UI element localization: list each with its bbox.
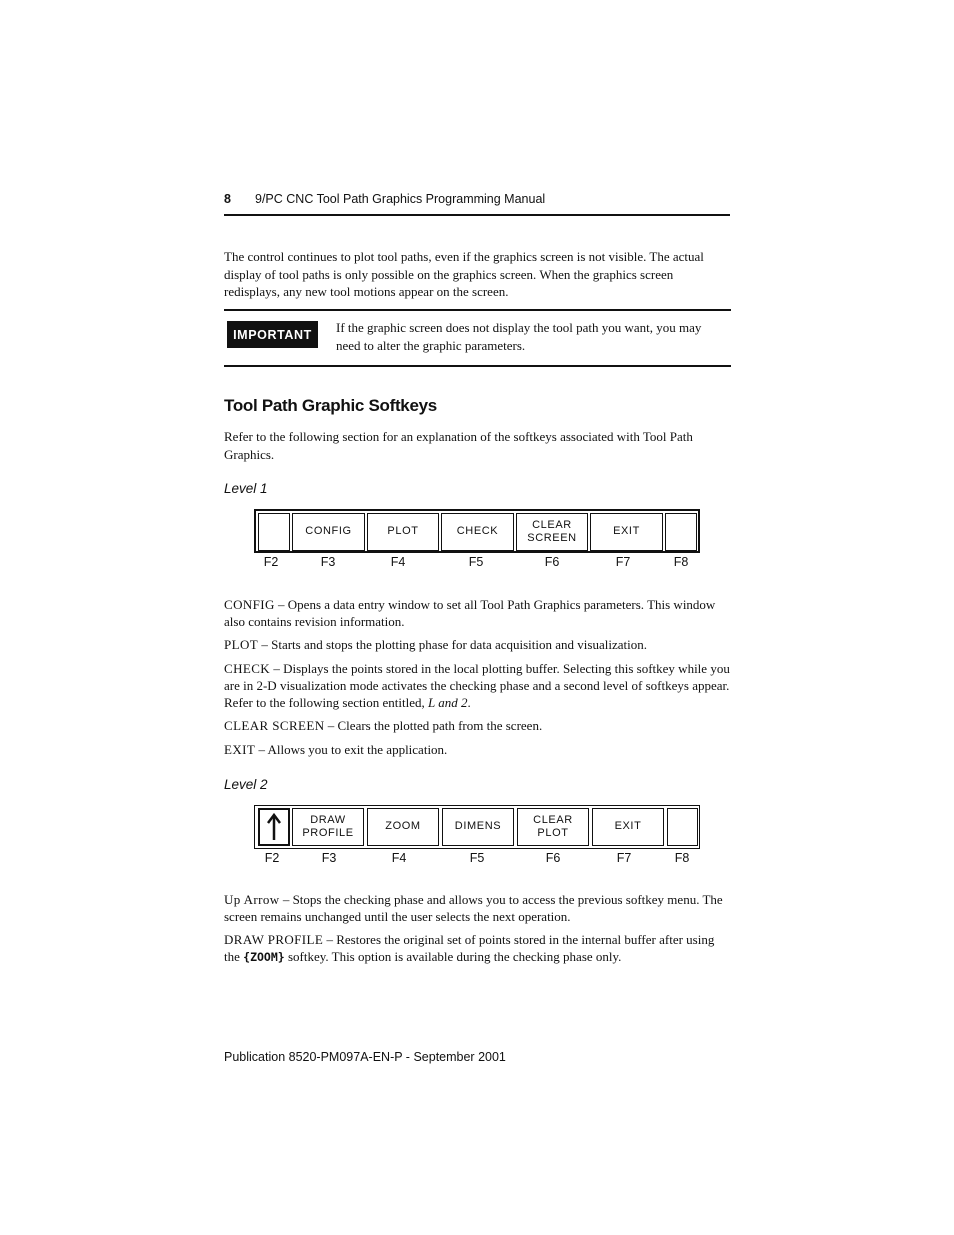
fkey-label: F3	[321, 851, 337, 865]
desc-text: Allows you to exit the application.	[267, 742, 448, 757]
softkey-zoom[interactable]: ZOOM	[367, 808, 439, 846]
desc-term: EXIT	[224, 742, 256, 757]
level1-label: Level 1	[224, 481, 268, 496]
desc-draw-profile	[224, 931, 730, 966]
desc-text: Displays the points stored in the local plotting buffer. Selecting this softkey while you are in 2-D visualization mode activates the checking phase and a second level of softkeys appear. Refer to the following section entitled,	[224, 661, 730, 710]
desc-text: Stops the checking phase and allows you to access the previous softkey menu. The screen remains unchanged until the user selects the next operation.	[224, 892, 723, 924]
fkey-label: F8	[674, 851, 690, 865]
desc-up-arrow	[224, 891, 730, 925]
softkey-f8-blank[interactable]	[665, 513, 697, 551]
fkey-label: F4	[390, 555, 406, 569]
important-badge: IMPORTANT	[227, 321, 318, 348]
desc-text: Clears the plotted path from the screen.	[337, 718, 543, 733]
desc-sep: –	[323, 932, 337, 947]
desc-sep: –	[324, 718, 338, 733]
desc-term: DRAW PROFILE	[224, 932, 324, 947]
desc-sep: –	[274, 597, 288, 612]
fkey-label: F6	[544, 555, 560, 569]
important-bottom-rule	[224, 365, 731, 367]
desc-check	[224, 660, 730, 711]
softkey-f2-blank[interactable]	[258, 513, 290, 551]
desc-exit	[224, 741, 730, 758]
softkey-f8-blank[interactable]	[667, 808, 698, 846]
important-top-rule	[224, 309, 731, 311]
fkey-label: F2	[264, 851, 280, 865]
important-text: If the graphic screen does not display the tool path you want, you may need to alter the graphic parameters.	[336, 320, 702, 353]
fkey-label: F4	[391, 851, 407, 865]
desc-plot	[224, 636, 730, 653]
section-title: Tool Path Graphic Softkeys	[224, 396, 437, 415]
fkey-label: F5	[468, 555, 484, 569]
up-arrow-icon	[266, 812, 282, 842]
softkey-config[interactable]: CONFIG	[292, 513, 365, 551]
desc-sep: –	[279, 892, 293, 907]
desc-term: CHECK	[224, 661, 271, 676]
desc-sep: –	[255, 742, 268, 757]
section-reference: L and 2	[427, 695, 468, 710]
softkey-exit[interactable]: EXIT	[592, 808, 664, 846]
zoom-code-reference: {ZOOM}	[243, 950, 285, 964]
softkey-check[interactable]: CHECK	[441, 513, 514, 551]
desc-tail: softkey. This option is available during the checking phase only.	[284, 949, 622, 964]
fkey-label: F2	[263, 555, 279, 569]
softkey-clear-screen[interactable]: CLEAR SCREEN	[516, 513, 588, 551]
desc-term: PLOT	[224, 637, 259, 652]
desc-sep: –	[258, 637, 272, 652]
desc-term: CLEAR SCREEN	[224, 718, 325, 733]
section-intro: Refer to the following section for an explanation of the softkeys associated with Tool Path Graphics.	[224, 429, 693, 462]
desc-config	[224, 596, 730, 630]
header-rule	[224, 214, 730, 216]
fkey-label: F7	[616, 851, 632, 865]
softkey-exit[interactable]: EXIT	[590, 513, 663, 551]
desc-clear-screen	[224, 717, 730, 734]
desc-term: Up Arrow	[224, 892, 280, 907]
intro-paragraph: The control continues to plot tool paths, even if the graphics screen is not visible. The actual display of tool paths is only possible on the graphics screen. When the graphics screen redisplays, any new tool motions appear on the screen.	[224, 249, 704, 299]
desc-sep: –	[270, 661, 284, 676]
softkey-draw-profile[interactable]: DRAW PROFILE	[292, 808, 364, 846]
level2-softkey-bar	[254, 805, 700, 849]
softkey-clear-plot[interactable]: CLEAR PLOT	[517, 808, 589, 846]
level2-function-keys	[254, 851, 700, 867]
fkey-label: F6	[545, 851, 561, 865]
desc-term: CONFIG	[224, 597, 275, 612]
level2-label: Level 2	[224, 777, 268, 792]
fkey-label: F3	[320, 555, 336, 569]
fkey-label: F5	[469, 851, 485, 865]
fkey-label: F7	[615, 555, 631, 569]
desc-text: Restores the original set of points stored in the internal buffer after using the	[224, 932, 715, 964]
page-number: 8	[224, 192, 231, 206]
level1-function-keys	[254, 555, 700, 571]
desc-tail: .	[467, 695, 471, 710]
manual-title: 9/PC CNC Tool Path Graphics Programming Manual	[255, 192, 546, 206]
softkey-dimens[interactable]: DIMENS	[442, 808, 514, 846]
desc-text: Starts and stops the plotting phase for data acquisition and visualization.	[271, 637, 647, 652]
softkey-plot[interactable]: PLOT	[367, 513, 439, 551]
softkey-up-arrow[interactable]	[258, 808, 290, 846]
desc-text: Opens a data entry window to set all Tool Path Graphics parameters. This window also contains revision information.	[224, 597, 716, 629]
level1-softkey-bar	[254, 509, 700, 553]
publication-footer: Publication 8520-PM097A-EN-P - September 2001	[224, 1050, 506, 1064]
fkey-label: F8	[673, 555, 689, 569]
